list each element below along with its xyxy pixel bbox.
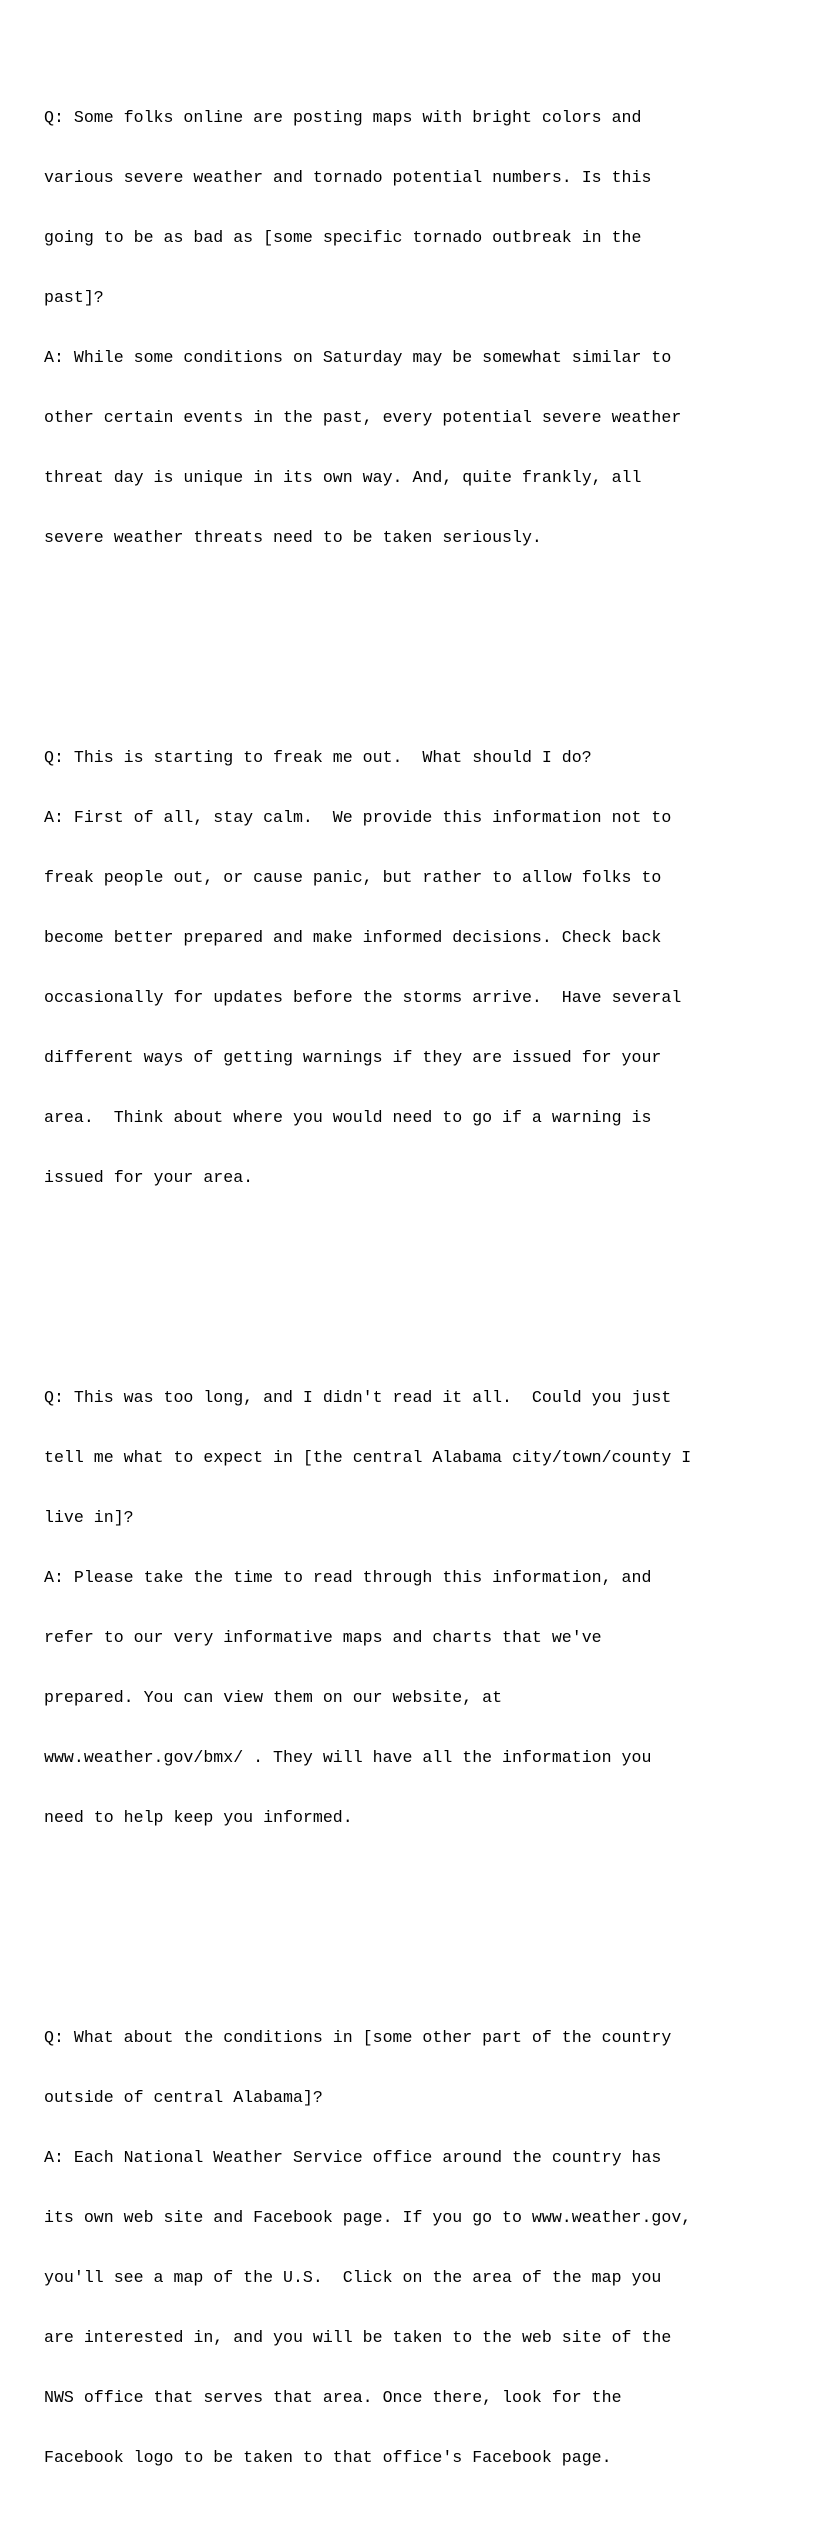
answer-line: refer to our very informative maps and charts that we've xyxy=(44,1628,602,1647)
question-line: Q: What about the conditions in [some other part of the country xyxy=(44,2028,672,2047)
answer-line: its own web site and Facebook page. If you go to www.weather.gov, xyxy=(44,2208,692,2227)
answer-line: NWS office that serves that area. Once there, look for the xyxy=(44,2388,622,2407)
paragraph-spacer xyxy=(44,1908,691,1928)
answer-line: issued for your area. xyxy=(44,1168,254,1187)
question-line: past]? xyxy=(44,288,104,307)
answer-line: A: While some conditions on Saturday may be somewhat similar to xyxy=(44,348,672,367)
question-line: going to be as bad as [some specific tornado outbreak in the xyxy=(44,228,642,247)
question-line: Q: This is starting to freak me out. What should I do? xyxy=(44,748,592,767)
answer-line: need to help keep you informed. xyxy=(44,1808,353,1827)
answer-line: A: Each National Weather Service office around the country has xyxy=(44,2148,662,2167)
question-line: Q: This was too long, and I didn't read it all. Could you just xyxy=(44,1388,672,1407)
answer-line: occasionally for updates before the storms arrive. Have several xyxy=(44,988,682,1007)
answer-line: different ways of getting warnings if they are issued for your xyxy=(44,1048,662,1067)
question-line: tell me what to expect in [the central Alabama city/town/county I xyxy=(44,1448,692,1467)
answer-line: Facebook logo to be taken to that office's Facebook page. xyxy=(44,2448,612,2467)
qa-block-4 xyxy=(44,1988,691,2508)
answer-line: other certain events in the past, every potential severe weather xyxy=(44,408,682,427)
qa-block-2 xyxy=(44,708,691,1228)
answer-line: threat day is unique in its own way. And, quite frankly, all xyxy=(44,468,642,487)
question-line: Q: Some folks online are posting maps with bright colors and xyxy=(44,108,642,127)
qa-block-3 xyxy=(44,1348,691,1868)
answer-line: become better prepared and make informed decisions. Check back xyxy=(44,928,662,947)
answer-line: severe weather threats need to be taken seriously. xyxy=(44,528,542,547)
question-line: live in]? xyxy=(44,1508,134,1527)
answer-line: www.weather.gov/bmx/ . They will have all the information you xyxy=(44,1748,652,1767)
question-line: various severe weather and tornado potential numbers. Is this xyxy=(44,168,652,187)
qa-block-1 xyxy=(44,68,691,588)
answer-line: area. Think about where you would need to go if a warning is xyxy=(44,1108,652,1127)
answer-line: are interested in, and you will be taken to the web site of the xyxy=(44,2328,672,2347)
paragraph-spacer xyxy=(44,628,691,648)
question-line: outside of central Alabama]? xyxy=(44,2088,323,2107)
answer-line: you'll see a map of the U.S. Click on the area of the map you xyxy=(44,2268,662,2287)
answer-line: freak people out, or cause panic, but rather to allow folks to xyxy=(44,868,662,887)
faq-document xyxy=(44,8,691,2548)
answer-line: prepared. You can view them on our website, at xyxy=(44,1688,503,1707)
answer-line: A: Please take the time to read through this information, and xyxy=(44,1568,652,1587)
paragraph-spacer xyxy=(44,1268,691,1288)
answer-line: A: First of all, stay calm. We provide this information not to xyxy=(44,808,672,827)
